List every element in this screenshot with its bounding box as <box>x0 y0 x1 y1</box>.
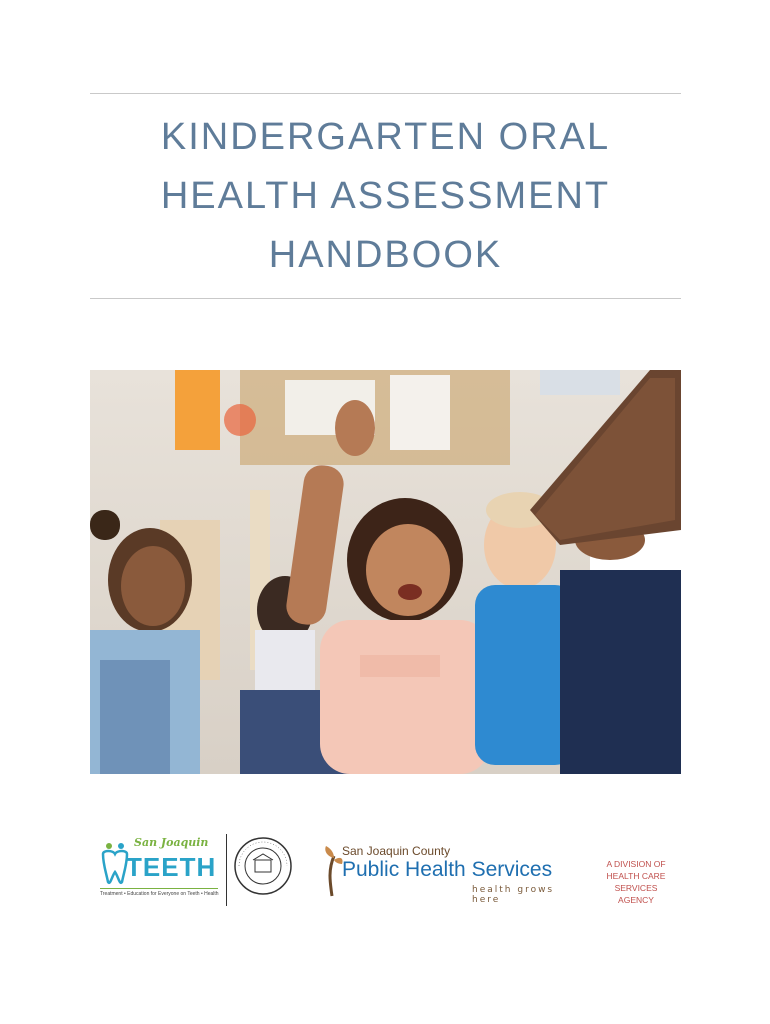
sj-teeth-brand-main: TEETH <box>126 852 217 882</box>
phs-tagline: health grows here <box>472 885 555 905</box>
division-line-1: A DIVISION OF <box>606 859 666 869</box>
classroom-children-photo <box>90 370 681 774</box>
sprout-icon <box>322 846 344 898</box>
cover-photo <box>90 370 681 774</box>
division-note <box>596 858 676 906</box>
county-seal-icon <box>233 836 293 896</box>
page-title <box>90 108 681 285</box>
partner-logos <box>0 830 770 910</box>
bottom-rule <box>90 298 681 299</box>
sj-teeth-brand-top: San Joaquin <box>134 836 209 849</box>
title-line-1: KINDERGARTEN ORAL <box>160 116 611 158</box>
logo-divider <box>226 834 227 906</box>
sj-teeth-tagline: Treatment • Education for Everyone on Teeth • Health <box>100 888 218 897</box>
public-health-services-logo <box>322 844 582 905</box>
title-line-2: HEALTH ASSESSMENT <box>160 175 611 217</box>
top-rule <box>90 93 681 94</box>
title-line-3: HANDBOOK <box>268 234 503 276</box>
sj-teeth-logo <box>100 836 218 900</box>
division-line-2: HEALTH CARE <box>606 871 666 881</box>
phs-county: San Joaquin County <box>342 844 451 858</box>
division-line-3: SERVICES AGENCY <box>614 883 658 905</box>
phs-main: Public Health Services <box>342 858 553 881</box>
